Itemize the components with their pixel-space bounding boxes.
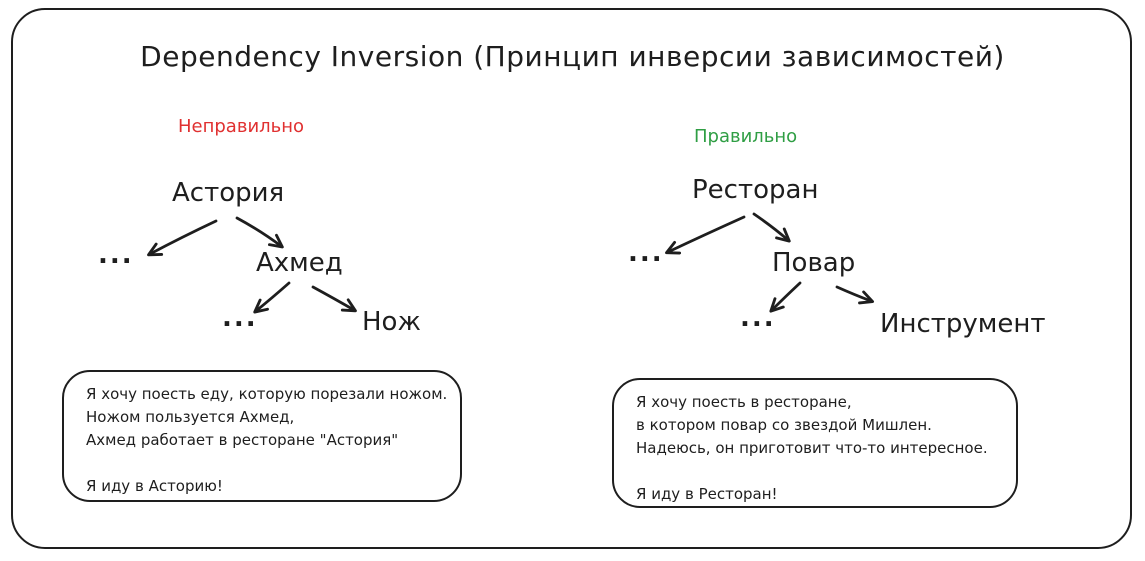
bubble-line: Я иду в Ресторан!: [636, 485, 778, 503]
bubble-line: Надеюсь, он приготовит что-то интересное.: [636, 439, 988, 457]
bubble-line: Я хочу поесть еду, которую порезали ножом.: [86, 385, 448, 403]
wrong-tree-root-node: Астория: [172, 178, 285, 208]
wrong-section-label: Неправильно: [178, 116, 305, 137]
bubble-line: Ахмед работает в ресторане "Астория": [86, 431, 399, 449]
wrong-tree-child-right-node: Нож: [362, 307, 421, 337]
bubble-line: [636, 460, 994, 483]
right-section-label: Правильно: [694, 126, 798, 147]
right-tree-child-node: Повар: [772, 248, 856, 278]
right-tree-child-left-ellipsis: ...: [740, 303, 776, 333]
wrong-tree-root-left-ellipsis: ...: [98, 240, 134, 270]
bubble-line: [86, 452, 438, 475]
wrong-tree-child-node: Ахмед: [256, 248, 343, 278]
right-speech-bubble: [612, 378, 1018, 508]
wrong-speech-bubble: [62, 370, 462, 502]
bubble-line: Я иду в Асторию!: [86, 477, 223, 495]
wrong-tree-child-left-ellipsis: ...: [222, 303, 258, 333]
bubble-line: Ножом пользуется Ахмед,: [86, 408, 295, 426]
right-tree-root-node: Ресторан: [692, 175, 819, 205]
right-tree-root-left-ellipsis: ...: [628, 238, 664, 268]
bubble-line: Я хочу поесть в ресторане,: [636, 393, 852, 411]
bubble-line: в котором повар со звездой Мишлен.: [636, 416, 932, 434]
page-title: Dependency Inversion (Принцип инверсии зависимостей): [140, 40, 1005, 73]
right-tree-child-right-node: Инструмент: [880, 309, 1046, 339]
